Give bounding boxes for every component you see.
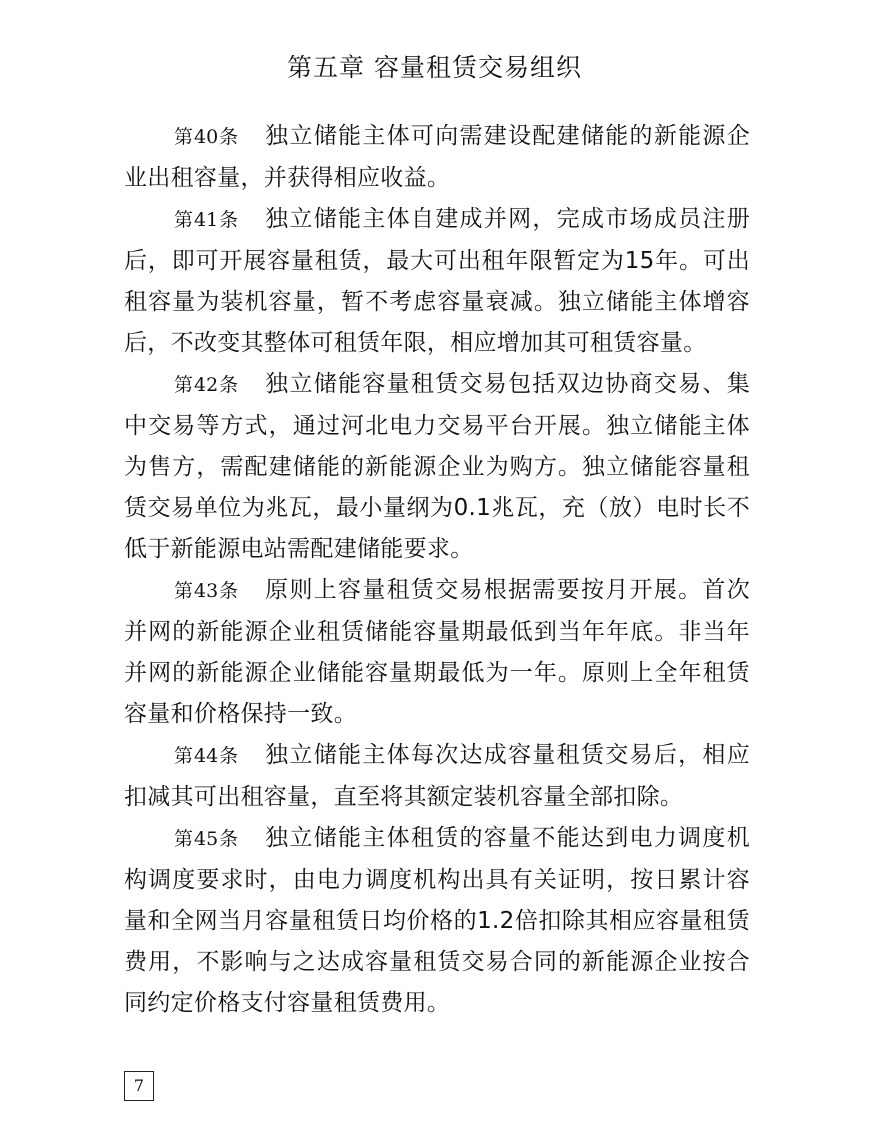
article-42 bbox=[124, 364, 750, 570]
article-text: 独立储能主体可向需建设配建储能的新能源企业出租容量，并获得相应收益。 bbox=[124, 123, 750, 191]
article-40 bbox=[124, 116, 750, 199]
article-number: 第44条 bbox=[174, 745, 240, 767]
article-number: 第40条 bbox=[174, 126, 240, 148]
chapter-title: 第五章 容量租赁交易组织 bbox=[287, 53, 582, 82]
article-text: 独立储能容量租赁交易包括双边协商交易、集中交易等方式，通过河北电力交易平台开展。独立储能主体为售方，需配建储能的新能源企业为购方。独立储能容量租赁交易单位为兆瓦，最小量纲为0.1兆瓦，充（放）电时长不低于新能源电站需配建储能要求。 bbox=[124, 371, 750, 562]
article-44 bbox=[124, 735, 750, 818]
article-43 bbox=[124, 570, 750, 735]
article-number: 第42条 bbox=[174, 374, 240, 396]
article-45 bbox=[124, 818, 750, 1024]
article-text: 独立储能主体每次达成容量租赁交易后，相应扣减其可出租容量，直至将其额定装机容量全部扣除。 bbox=[124, 742, 750, 810]
article-list bbox=[124, 116, 750, 1024]
article-number: 第41条 bbox=[174, 209, 240, 231]
article-text: 独立储能主体租赁的容量不能达到电力调度机构调度要求时，由电力调度机构出具有关证明，按日累计容量和全网当月容量租赁日均价格的1.2倍扣除其相应容量租赁费用，不影响与之达成容量租赁交易合同的新能源企业按合同约定价格支付容量租赁费用。 bbox=[124, 825, 750, 1016]
article-41 bbox=[124, 199, 750, 364]
article-text: 原则上容量租赁交易根据需要按月开展。首次并网的新能源企业租赁储能容量期最低到当年年底。非当年并网的新能源企业储能容量期最低为一年。原则上全年租赁容量和价格保持一致。 bbox=[124, 577, 750, 727]
article-text: 独立储能主体自建成并网，完成市场成员注册后，即可开展容量租赁，最大可出租年限暂定为15年。可出租容量为装机容量，暂不考虑容量衰减。独立储能主体增容后，不改变其整体可租赁年限，相应增加其可租赁容量。 bbox=[124, 206, 750, 356]
page-number-box: 7 bbox=[124, 1071, 154, 1101]
article-number: 第45条 bbox=[174, 828, 240, 850]
article-number: 第43条 bbox=[174, 580, 240, 602]
